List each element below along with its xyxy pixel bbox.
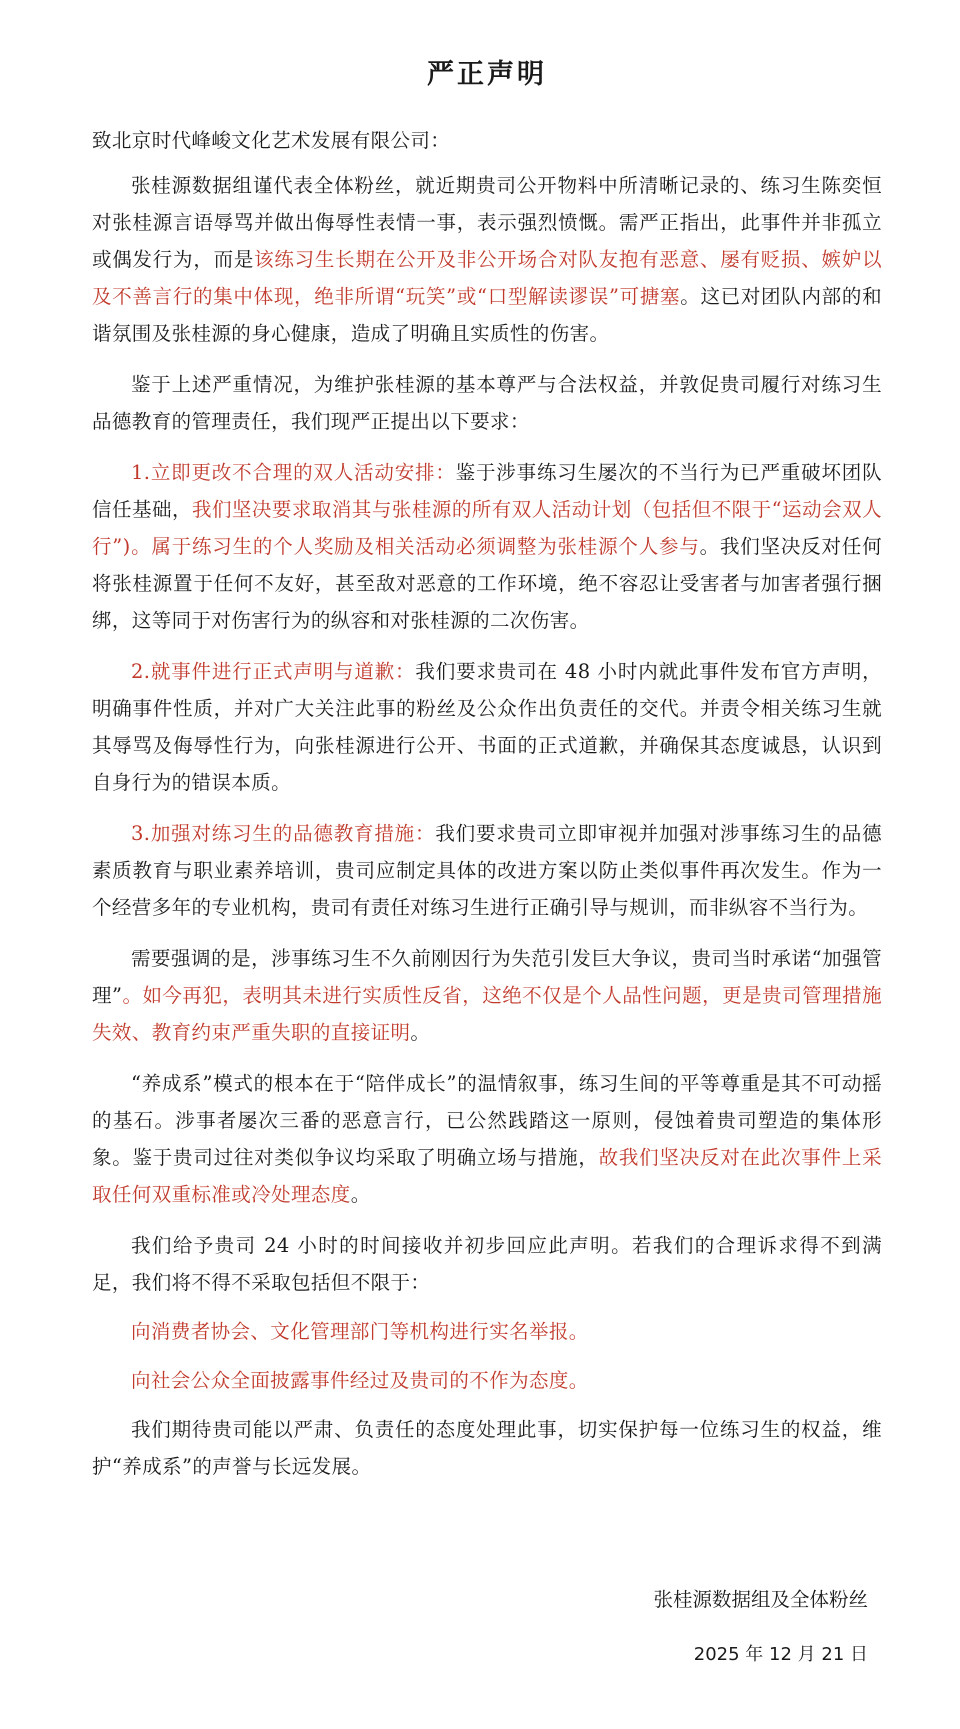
- paragraph-incident-text-a: 张桂源数据组谨代表全体粉丝，就近期贵司公开物料中所清晰记录的、练习生陈奕恒对张桂源言语辱骂并做出侮辱性表情一事，表示强烈愤慨。需严正指出，此事件并非孤立或偶发行为，而是: [92, 174, 882, 271]
- signature: 张桂源数据组及全体粉丝: [653, 1588, 868, 1611]
- action-item-report: 向消费者协会、文化管理部门等机构进行实名举报。: [131, 1320, 589, 1343]
- paragraph-deadline: 我们给予贵司 24 小时的时间接收并初步回应此声明。若我们的合理诉求得不到满足，我们将不得不采取包括但不限于：: [92, 1234, 882, 1294]
- paragraph-emphasis-text-a: 需要强调的是，涉事练习生不久前刚因行为失范引发巨大争议，贵司当时承诺“加强管理”: [92, 947, 882, 1007]
- demand-item-3: [92, 815, 882, 926]
- salutation: 致北京时代峰峻文化艺术发展有限公司：: [92, 129, 451, 152]
- paragraph-emphasis-highlight: 。如今再犯，表明其未进行实质性反省，这绝不仅是个人品性问题，更是贵司管理措施失效、教育约束严重失职的直接证明: [92, 984, 882, 1044]
- paragraph-incident-text-b: 。这已对团队内部的和谐氛围及张桂源的身心健康，造成了明确且实质性的伤害。: [92, 285, 882, 345]
- paragraph-emphasis: [92, 940, 882, 1051]
- demand-item-3-text: 我们要求贵司立即审视并加强对涉事练习生的品德素质教育与职业素养培训，贵司应制定具体的改进方案以防止类似事件再次发生。作为一个经营多年的专业机构，贵司有责任对练习生进行正确引导与规训，而非纵容不当行为。: [92, 822, 882, 919]
- demand-item-1-text-a: 鉴于涉事练习生屡次的不当行为已严重破坏团队信任基础，: [92, 461, 882, 521]
- paragraph-principle-text-a: “养成系”模式的根本在于“陪伴成长”的温情叙事，练习生间的平等尊重是其不可动摇的基石。涉事者屡次三番的恶意言行，已公然践踏这一原则，侵蚀着贵司塑造的集体形象。鉴于贵司过往对类似争议均采取了明确立场与措施，: [92, 1072, 882, 1169]
- signature-date: 2025 年 12 月 21 日: [693, 1644, 868, 1665]
- demand-item-2-text: 我们要求贵司在 48 小时内就此事件发布官方声明，明确事件性质，并对广大关注此事的粉丝及公众作出负责任的交代。并责令相关练习生就其辱骂及侮辱性行为，向张桂源进行公开、书面的正式道歉，并确保其态度诚恳，认识到自身行为的错误本质。: [92, 660, 882, 794]
- paragraph-incident: [92, 167, 882, 352]
- document-title: 严正声明: [427, 59, 547, 90]
- demand-item-1-highlight: 我们坚决要求取消其与张桂源的所有双人活动计划（包括但不限于“运动会双人行”)。属于练习生的个人奖励及相关活动必须调整为张桂源个人参与: [92, 498, 882, 558]
- demand-item-1-text-b: 。我们坚决反对任何将张桂源置于任何不友好，甚至敌对恶意的工作环境，绝不容忍让受害者与加害者强行捆绑，这等同于对伤害行为的纵容和对张桂源的二次伤害。: [92, 535, 882, 632]
- demand-item-1: [92, 454, 882, 639]
- action-item-disclose: 向社会公众全面披露事件经过及贵司的不作为态度。: [131, 1369, 589, 1392]
- paragraph-emphasis-text-b: 。: [410, 1021, 431, 1044]
- paragraph-demands-intro: 鉴于上述严重情况，为维护张桂源的基本尊严与合法权益，并敦促贵司履行对练习生品德教育的管理责任，我们现严正提出以下要求：: [92, 373, 882, 433]
- demand-item-3-title: 3.加强对练习生的品德教育措施：: [131, 822, 436, 845]
- demand-item-1-title: 1.立即更改不合理的双人活动安排：: [131, 461, 456, 484]
- demand-item-2: [92, 653, 882, 801]
- paragraph-incident-highlight: 该练习生长期在公开及非公开场合对队友抱有恶意、屡有贬损、嫉妒以及不善言行的集中体现，绝非所谓“玩笑”或“口型解读谬误”可搪塞: [92, 248, 882, 308]
- paragraph-principle-highlight: 故我们坚决反对在此次事件上采取任何双重标准或冷处理态度: [92, 1146, 882, 1206]
- demand-item-2-title: 2.就事件进行正式声明与道歉：: [131, 660, 416, 683]
- paragraph-principle-text-b: 。: [350, 1183, 371, 1206]
- paragraph-closing: 我们期待贵司能以严肃、负责任的态度处理此事，切实保护每一位练习生的权益，维护“养成系”的声誉与长远发展。: [92, 1418, 882, 1478]
- paragraph-principle: [92, 1065, 882, 1213]
